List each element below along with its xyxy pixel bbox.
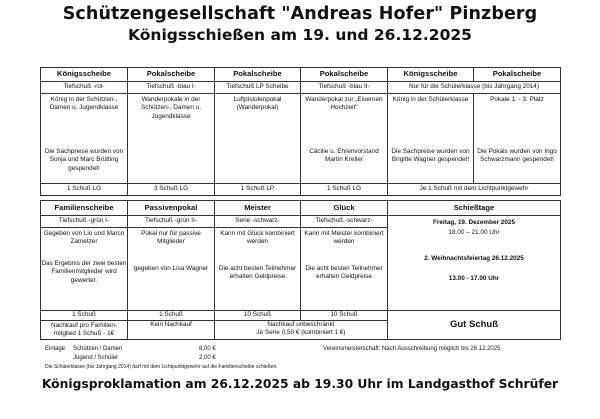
description-cell	[128, 228, 215, 311]
description: Luftpistolenpokal (Wanderpokal)	[233, 96, 282, 112]
description-cell	[215, 94, 301, 184]
shooting-day-2: 2. Weihnachtsfeiertag 26.12.2025	[424, 255, 524, 262]
description-cell	[128, 94, 215, 184]
shot-count: 1 Schuß	[41, 311, 128, 321]
einlage-1-value: 8,00 €	[199, 346, 216, 352]
einlage-1-label: Schützen / Damen	[73, 346, 123, 352]
shooting-time-1: 18.00 – 21.00 Uhr	[448, 229, 500, 237]
target-type: Tiefschuß -schwarz-	[301, 216, 388, 228]
shot-count: 1 Schuß LG	[301, 184, 388, 196]
shooting-time-2: 13.00 - 17.00 Uhr	[448, 275, 500, 282]
target-type: Tiefschuß -rot-	[41, 82, 128, 94]
description: König in der Schützen-, Damen u. Jugendklasse	[49, 96, 119, 112]
einlage-label: Einlage:	[45, 346, 67, 352]
vereinsmeister-note: Vereinsmeisterschaft: Nach Ausschreibung möglich bis 26.12.2025	[323, 346, 501, 352]
column-title: Meister	[215, 201, 301, 216]
column-title: Passivenpokal	[128, 201, 215, 216]
shot-count: 10 Schuß	[215, 311, 301, 321]
rebuy-line-2: Je Serie 0,50 € (kombiniert 1 €)	[256, 329, 346, 337]
target-type: Tiefschuß -blau II-	[301, 82, 388, 94]
description: Pokal nur für passive Mitglieder	[141, 230, 201, 246]
shot-count: 10 Schuß	[301, 311, 388, 321]
sponsor-note: Die Sachpreise wurden von Brigitte Wagner gespendet!	[391, 148, 470, 164]
shot-count: Je 1 Schuß mit dem Lichtpunktgewehr	[388, 184, 561, 196]
bottom-shooting-table	[40, 200, 561, 340]
prize-note: Die acht besten Teilnehmer erhalten Geldpreise	[305, 265, 383, 281]
page-title: Schützengesellschaft "Andreas Hofer" Pinzberg	[62, 4, 538, 24]
schedule-cell	[388, 216, 561, 311]
target-type: Tiefschuß -grün I-	[41, 216, 128, 228]
column-title: Glück	[301, 201, 388, 216]
column-title: Königsscheibe	[388, 68, 474, 82]
column-title: Pokalscheibe	[474, 68, 561, 82]
schueler-note: Die Schülerklasse (bis Jahrgang 2014) darf mit dem Lichtpunktgewehr auf die Familienscheibe schießen.	[45, 364, 278, 370]
einlage-2-value: 2,00 €	[199, 355, 216, 361]
shot-count: 3 Schuß LG	[128, 184, 215, 196]
rebuy-line-1: Nachkauf unbeschränkt	[267, 321, 335, 328]
column-title: Pokalscheibe	[301, 68, 388, 82]
target-type: Tiefschuß -grün II-	[128, 216, 215, 228]
sponsor-note: gegeben von Lisa Wagner	[133, 265, 209, 272]
target-type: Nur für die Schülerklasse (bis Jahrgang 2014)	[388, 82, 561, 94]
column-title: Pokalscheibe	[128, 68, 215, 82]
page-subtitle: Königsschießen am 19. und 26.12.2025	[128, 26, 472, 44]
description-cell	[41, 94, 128, 184]
description: Pokale 1. - 3. Platz	[490, 96, 544, 103]
shooting-day-1: Freitag, 19. Dezember 2025	[432, 219, 516, 226]
rebuy-note	[215, 321, 388, 340]
description-cell	[388, 94, 474, 184]
sponsor-note: Cäcilie u. Ehrenvorstand Martin Kreller	[309, 148, 379, 164]
rule-note: Das Ergebnis der zwei besten Familienmitglieder wird gewertet.	[41, 260, 127, 284]
description-cell	[301, 228, 388, 311]
schiesstage-title: Schießtage	[388, 201, 561, 216]
column-title: Familienscheibe	[41, 201, 128, 216]
description-cell	[474, 94, 561, 184]
description: Gegeben von Lio und Marco Zametzer	[43, 230, 125, 246]
target-type: Tiefschuß LP Scheibe	[215, 82, 301, 94]
shot-count: 1 Schuß LG	[41, 184, 128, 196]
sponsor-note: Die Pokals wurden von Ingo Schwarzmann gespendet!	[477, 148, 557, 164]
description-cell	[215, 228, 301, 311]
column-title: Pokalscheibe	[215, 68, 301, 82]
einlage-2-label: Jugend / Schüler	[73, 355, 119, 361]
rebuy-note: Kein Nachkauf	[128, 321, 215, 340]
description: Wanderpokal zur „Eisernen Hochzeit"	[305, 96, 383, 112]
description: Wanderpokale in der Schützen-, Damen u. Jugendklasse	[140, 96, 202, 120]
prize-note: Die acht besten Teilnehmer erhalten Geldpreise	[218, 265, 297, 281]
description-cell	[301, 94, 388, 184]
proclamation: Königsproklamation am 26.12.2025 ab 19.30 Uhr im Landgasthof Schrüfer	[41, 377, 559, 391]
column-title: Königsscheibe	[41, 68, 128, 82]
description: Kann mit Meister kombiniert werden	[304, 230, 384, 246]
top-shooting-table	[40, 67, 561, 196]
description: König in der Schülerklasse	[392, 96, 469, 103]
shot-count: 1 Schuß	[128, 311, 215, 321]
description-cell	[41, 228, 128, 311]
shot-count: 1 Schuß LP	[215, 184, 301, 196]
gut-schuss: Gut Schuß	[388, 311, 561, 340]
description: Kann mit Glück kombiniert werden	[220, 230, 295, 246]
sponsor-note: Die Sachpreise wurden von Sonja und Marc Brütting gespendet!	[44, 148, 124, 172]
rebuy-note: Nachkauf pro Familien-mitglied 1 Schuß - 1€	[41, 321, 128, 340]
target-type: Tiefschuß -blau I-	[128, 82, 215, 94]
target-type: Serie -schwarz-	[215, 216, 301, 228]
